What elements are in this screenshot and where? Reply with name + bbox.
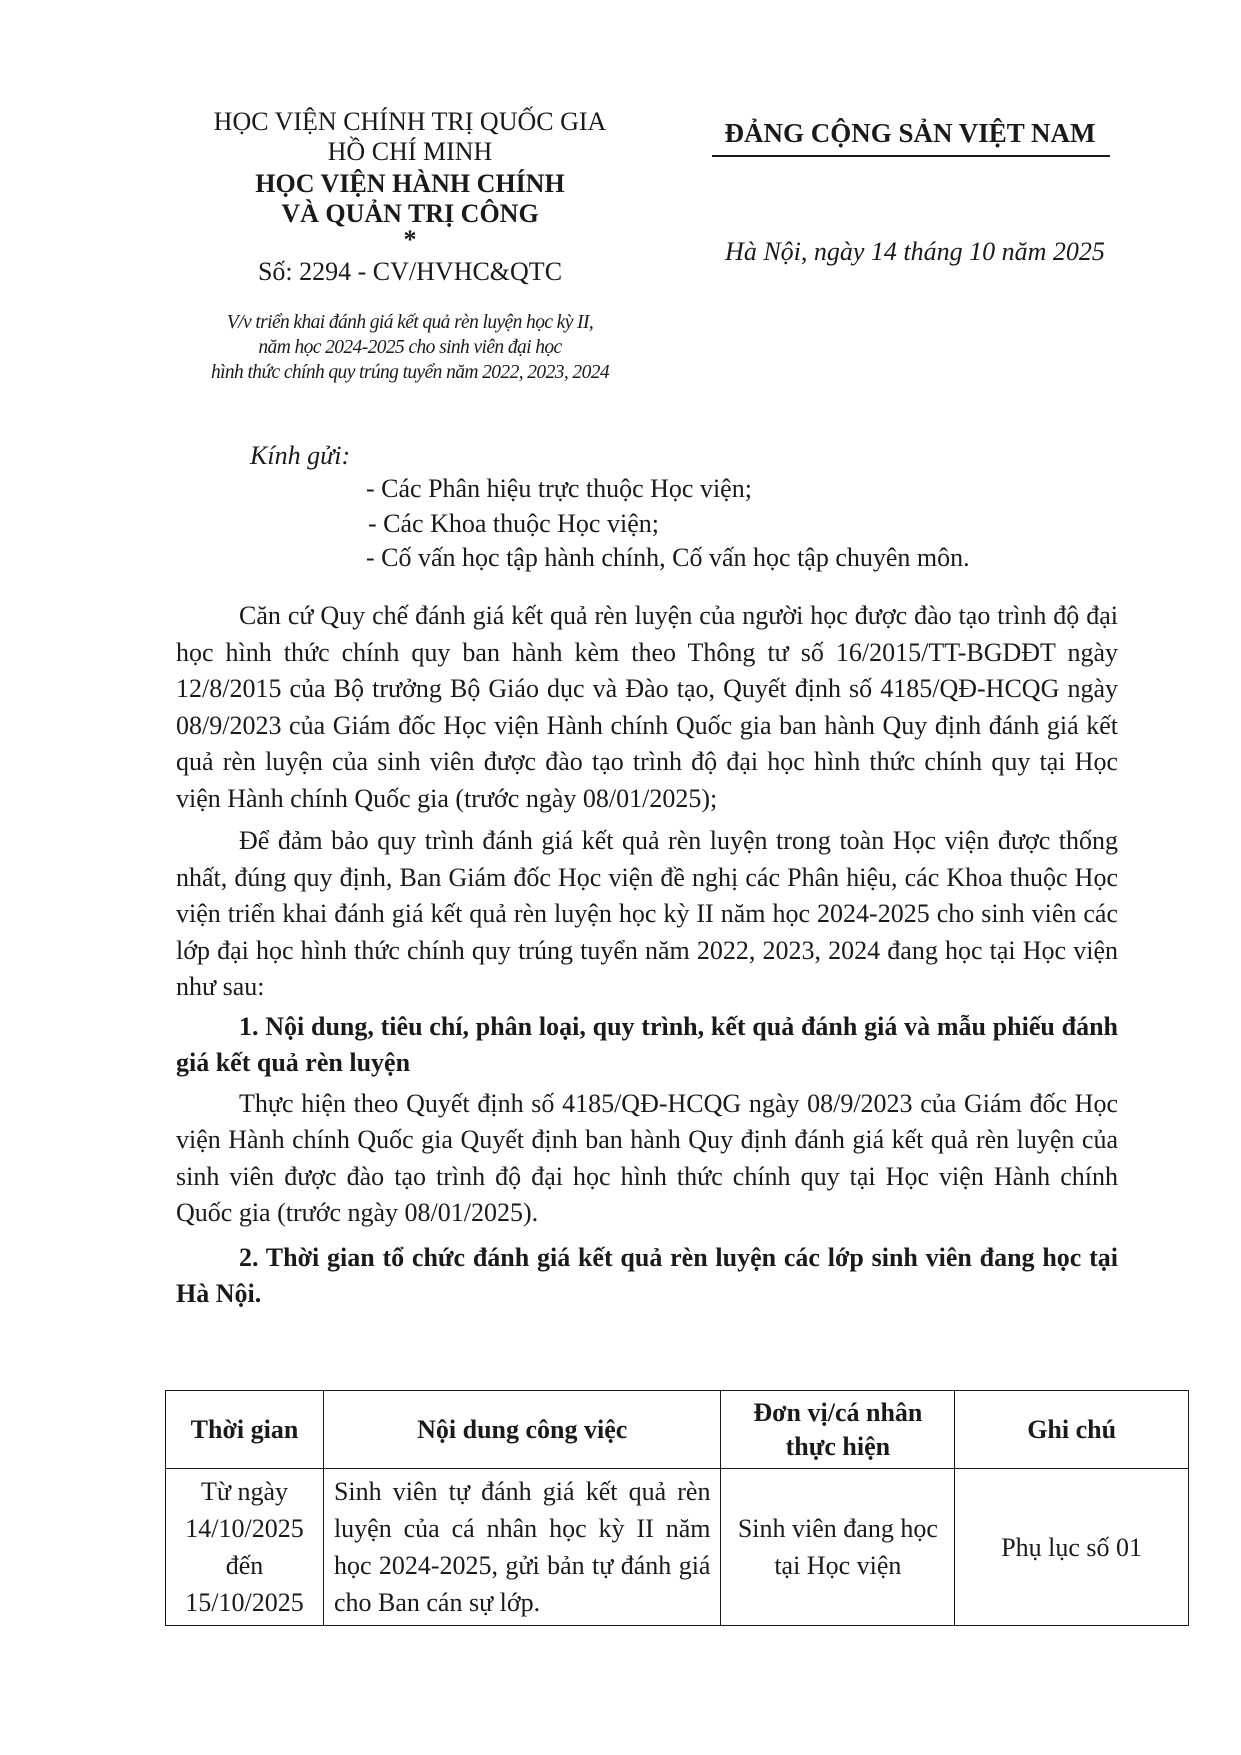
column-header-content: Nội dung công việc	[323, 1391, 721, 1469]
subject-line-3: hình thức chính quy trúng tuyển năm 2022, 2023, 2024	[210, 362, 610, 383]
org-name-line2: VÀ QUẢN TRỊ CÔNG	[281, 199, 539, 228]
party-title: ĐẢNG CỘNG SẢN VIỆT NAM	[724, 118, 1096, 148]
column-header-unit: Đơn vị/cá nhân thực hiện	[721, 1391, 955, 1469]
document-date: Hà Nội, ngày 14 tháng 10 năm 2025	[725, 237, 1105, 266]
org-name-line1: HỌC VIỆN HÀNH CHÍNH	[255, 169, 565, 198]
section-heading-1: 1. Nội dung, tiêu chí, phân loại, quy trình, kết quả đánh giá và mẫu phiếu đánh giá kết quả rèn luyện	[176, 1011, 1118, 1077]
recipients-label: Kính gửi:	[250, 441, 351, 470]
schedule-table	[165, 1390, 1189, 1626]
cell-content: Sinh viên tự đánh giá kết quả rèn luyện của cá nhân học kỳ II năm học 2024-2025, gửi bản tự đánh giá cho Ban cán sự lớp.	[323, 1469, 721, 1626]
section-heading-2: 2. Thời gian tổ chức đánh giá kết quả rèn luyện các lớp sinh viên đang học tại Hà Nội.	[176, 1242, 1118, 1308]
org-parent-line2: HỒ CHÍ MINH	[327, 137, 493, 166]
body-paragraph-1: Căn cứ Quy chế đánh giá kết quả rèn luyện của người học được đào tạo trình độ đại học hình thức chính quy ban hành kèm theo Thông tư số 16/2015/TT-BGDĐT ngày 12/8/2015 của Bộ trưởng Bộ Giáo dục và Đào tạo, Quyết định số 4185/QĐ-HCQG ngày 08/9/2023 của Giám đốc Học viện Hành chính Quốc gia ban hành Quy định đánh giá kết quả rèn luyện của sinh viên được đào tạo trình độ đại học hình thức chính quy tại Học viện Hành chính Quốc gia (trước ngày 08/01/2025);	[176, 601, 1118, 813]
recipient-item: - Các Khoa thuộc Học viện;	[368, 508, 659, 538]
document-subject	[160, 310, 660, 385]
body-paragraph-2: Để đảm bảo quy trình đánh giá kết quả rèn luyện trong toàn Học viện được thống nhất, đúng quy định, Ban Giám đốc Học viện đề nghị các Phân hiệu, các Khoa thuộc Học viện triển khai đánh giá kết quả rèn luyện học kỳ II năm học 2024-2025 cho sinh viên các lớp đại học hình thức chính quy trúng tuyển năm 2022, 2023, 2024 đang học tại Học viện như sau:	[176, 826, 1118, 1001]
recipient-item: - Cố vấn học tập hành chính, Cố vấn học tập chuyên môn.	[366, 543, 970, 572]
cell-time: Từ ngày 14/10/2025 đến 15/10/2025	[166, 1469, 324, 1626]
document-body	[176, 598, 1118, 1313]
table-header-row	[166, 1391, 1189, 1469]
column-header-time: Thời gian	[166, 1391, 324, 1469]
recipients-list	[366, 472, 970, 576]
table-row	[166, 1469, 1189, 1626]
body-paragraph-3: Thực hiện theo Quyết định số 4185/QĐ-HCQG ngày 08/9/2023 của Giám đốc Học viện Hành chính Quốc gia Quyết định ban hành Quy định đánh giá kết quả rèn luyện của sinh viên được đào tạo trình độ đại học hình thức chính quy tại Học viện Hành chính Quốc gia (trước ngày 08/01/2025).	[176, 1088, 1118, 1227]
party-title-underline	[712, 155, 1110, 157]
recipient-item: - Các Phân hiệu trực thuộc Học viện;	[366, 474, 752, 503]
org-header	[160, 107, 660, 287]
org-parent-line1: HỌC VIỆN CHÍNH TRỊ QUỐC GIA	[213, 107, 607, 136]
subject-line-1: V/v triển khai đánh giá kết quả rèn luyện học kỳ II,	[226, 312, 594, 333]
org-star: *	[403, 225, 417, 254]
column-header-note: Ghi chú	[955, 1391, 1189, 1469]
subject-line-2: năm học 2024-2025 cho sinh viên đại học	[258, 337, 562, 358]
document-number: Số: 2294 - CV/HVHC&QTC	[257, 257, 563, 286]
cell-unit: Sinh viên đang học tại Học viện	[721, 1469, 955, 1626]
cell-note: Phụ lục số 01	[955, 1469, 1189, 1626]
